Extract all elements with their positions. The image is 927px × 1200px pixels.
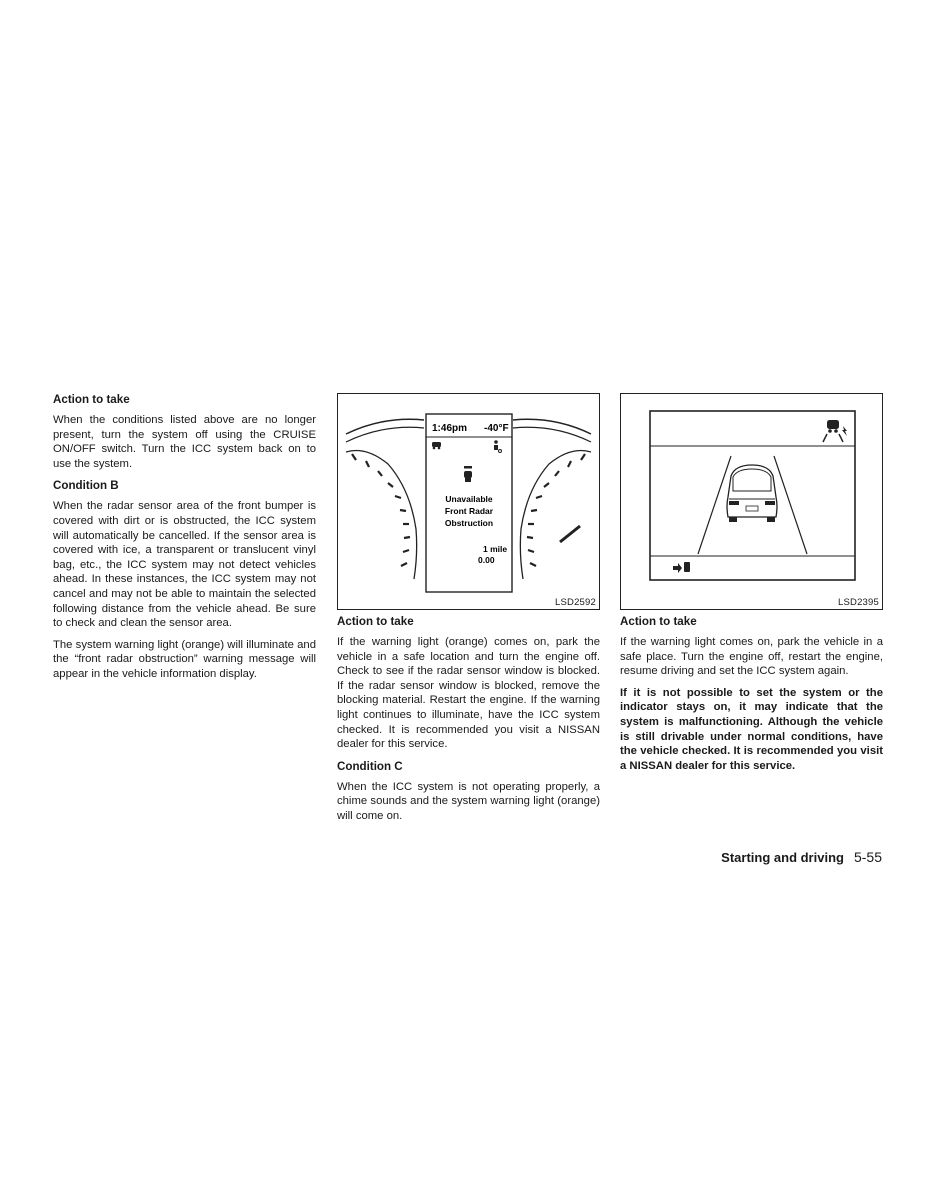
column-right [620,614,883,780]
car-icon [432,442,441,449]
heading-action-to-take: Action to take [53,393,130,406]
figure-code: LSD2592 [554,597,596,608]
column-left [53,392,316,689]
icc-display-illustration [621,394,882,609]
ecopedal-icon [673,562,690,573]
page-footer [721,849,882,865]
instrument-cluster-illustration [338,394,599,609]
seatbelt-icon [494,440,502,452]
paragraph: When the conditions listed above are no longer present, turn the system off using the CRUISE ON/OFF switch. Turn the ICC system back on to use the system. [53,414,316,470]
column-middle [337,614,600,831]
figure-code: LSD2395 [837,597,879,608]
car-rear-icon [727,465,777,522]
paragraph: When the radar sensor area of the front bumper is covered with dirt or is obstructed, the ICC system will automatically be cancelled. If the sensor area is covered with ice, a transparent or translucent vinyl bag, etc., the ICC system may not detect vehicles ahead. In these instances, the ICC system may not cancel and may not be able to maintain the selected following distance from the vehicle ahead. Be sure to check and clean the sensor area. [53,500,316,630]
heading-condition-c: Condition C [337,759,403,773]
icc-warning-icon [823,420,847,442]
paragraph: When the ICC system is not operating properly, a chime sounds and the system warning light (orange) will come on. [337,780,600,822]
figure-instrument-cluster [337,393,600,610]
heading-action-to-take: Action to take [337,615,414,628]
heading-action-to-take: Action to take [620,615,697,628]
page-number: 5-55 [853,849,882,865]
warning-paragraph: If it is not possible to set the system or the indicator stays on, it may indicate that the system is malfunctioning. Although the vehicle is still drivable under normal conditions, have the vehicle checked. It is recommended you visit a NISSAN dealer for this service. [620,686,883,772]
display-message-line3: Obstruction [444,518,494,528]
section-title: Starting and driving [721,850,844,865]
figure-icc-display [620,393,883,610]
heading-condition-b: Condition B [53,479,119,493]
display-temperature: -40°F [484,423,509,434]
radar-warning-icon [464,466,472,482]
display-distance-value: 0.00 [478,555,495,565]
paragraph: The system warning light (orange) will illuminate and the “front radar obstruction” warning message will appear in the vehicle information display. [53,638,316,680]
display-message-line1: Unavailable [445,494,493,504]
paragraph: If the warning light comes on, park the vehicle in a safe place. Turn the engine off, restart the engine, resume driving and set the ICC system again. [620,636,883,678]
display-time: 1:46pm [432,423,468,434]
paragraph: If the warning light (orange) comes on, park the vehicle in a safe location and turn the engine off. Check to see if the radar sensor window is blocked. If the radar sensor window is blocked, remove the blocking material. Restart the engine. If the warning light continues to illuminate, have the ICC system checked. It is recommended you visit a NISSAN dealer for this service. [337,636,600,751]
display-distance-label: 1 mile [483,544,508,554]
display-message-line2: Front Radar [444,506,494,516]
